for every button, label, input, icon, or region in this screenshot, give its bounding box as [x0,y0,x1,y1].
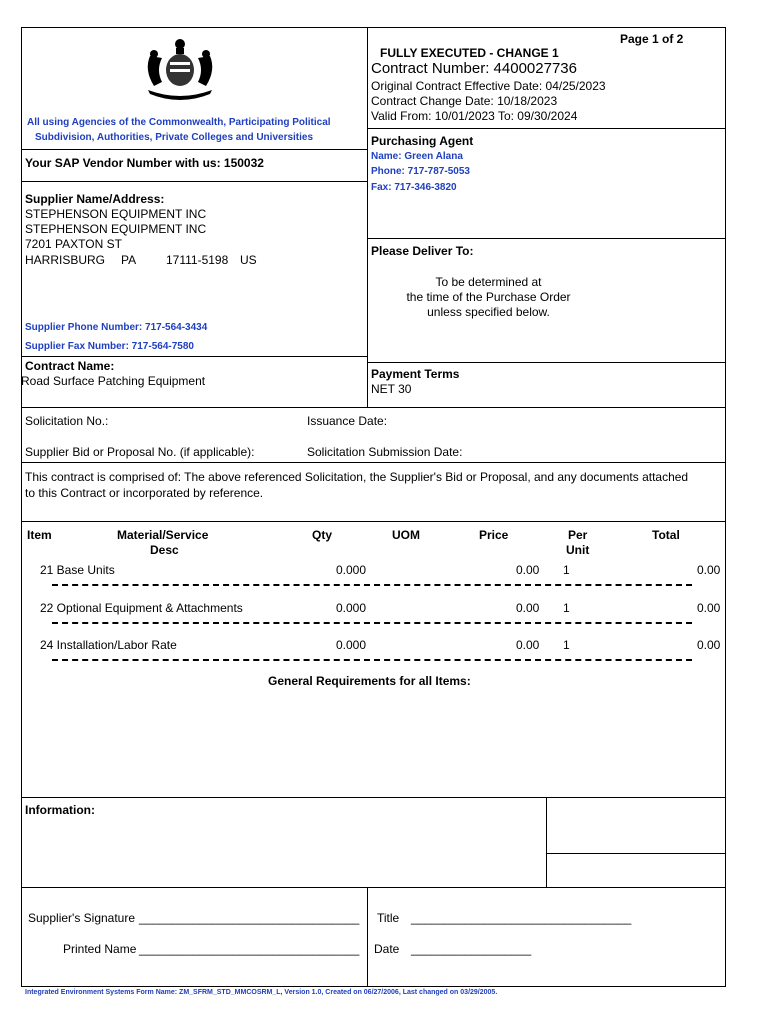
valid-dates: Valid From: 10/01/2023 To: 09/30/2024 [371,109,578,123]
row-3-price: 0.00 [516,638,540,652]
change-date: Contract Change Date: 10/18/2023 [371,94,558,108]
deliver-line-3: unless specified below. [427,305,550,319]
supplier-fax: Supplier Fax Number: 717-564-7580 [25,341,194,352]
supplier-zip: 17111-5198 [166,253,229,267]
frame-bottom [21,986,726,987]
row-3-qty: 0.000 [336,638,367,652]
row-1-price: 0.00 [516,563,540,577]
row-1-qty: 0.000 [336,563,367,577]
title-label: Title [377,911,400,925]
comprised-line-2: to this Contract or incorporated by reference. [25,486,264,500]
supplier-label: Supplier Name/Address: [25,192,165,206]
issuance-date: Issuance Date: [307,414,388,428]
row-2-separator [52,622,692,624]
information-label: Information: [25,803,95,817]
divider-right-2 [367,238,726,239]
header-price: Price [479,528,509,542]
form-footer: Integrated Environment Systems Form Name: ZM_SFRM_STD_MMCOSRM_L, Version 1.0, Created on 06/27/2006, Last changed on 03/29/2005. [25,989,498,996]
contract-name-value: Road Surface Patching Equipment [21,374,206,388]
divider-comprised [21,462,726,463]
page-number: Page 1 of 2 [620,32,684,46]
payment-terms-label: Payment Terms [371,367,460,381]
contract-number: Contract Number: 4400027736 [371,60,577,77]
row-2-desc: 22 Optional Equipment & Attachments [40,601,243,615]
agencies-line-2: Subdivision, Authorities, Private Colleges and Universities [35,132,314,143]
supplier-line-3: 7201 PAXTON ST [25,237,122,251]
divider-signatures [21,887,726,888]
header-per-2: Unit [566,543,590,557]
contract-status: FULLY EXECUTED - CHANGE 1 [380,46,559,60]
deliver-title: Please Deliver To: [371,244,474,258]
row-3-per: 1 [563,638,570,652]
header-uom: UOM [392,528,420,542]
frame-right [725,27,726,987]
row-1-per: 1 [563,563,570,577]
comprised-line-1: This contract is comprised of: The above referenced Solicitation, the Supplier's Bid or Proposal, and any documents attached [25,470,689,484]
row-1-separator [52,584,692,586]
frame-top [21,27,726,28]
info-box-left [546,797,547,887]
agent-name: Name: Green Alana [371,151,463,162]
row-2-per: 1 [563,601,570,615]
divider-left-2 [21,181,367,182]
row-1-total: 0.00 [697,563,721,577]
row-3-total: 0.00 [697,638,721,652]
header-per-1: Per [568,528,588,542]
signature-divider [367,887,368,987]
contract-name-label: Contract Name: [25,359,115,373]
effective-date: Original Contract Effective Date: 04/25/2023 [371,79,606,93]
purchasing-agent-title: Purchasing Agent [371,134,474,148]
supplier-country: US [240,253,257,267]
supplier-line-1: STEPHENSON EQUIPMENT INC [25,207,207,221]
agencies-line-1: All using Agencies of the Commonwealth, Participating Political [27,117,331,128]
header-item: Item [27,528,52,542]
divider-contract-name [21,356,367,357]
submission-date: Solicitation Submission Date: [307,445,463,459]
supplier-city: HARRISBURG [25,253,106,267]
printed-name-line[interactable]: _________________________________ [139,942,360,956]
row-2-price: 0.00 [516,601,540,615]
row-2-qty: 0.000 [336,601,367,615]
date-line[interactable]: __________________ [411,942,532,956]
row-3-desc: 24 Installation/Labor Rate [40,638,177,652]
deliver-line-1: To be determined at [435,275,542,289]
date-label: Date [374,942,400,956]
divider-information [21,797,726,798]
title-line[interactable]: _________________________________ [411,911,632,925]
frame-left [21,27,22,987]
divider-solicitation [21,407,726,408]
row-3-separator [52,659,692,661]
divider-right-1 [367,128,726,129]
divider-vertical-top [367,27,368,407]
solicitation-no: Solicitation No.: [25,414,109,428]
payment-terms-value: NET 30 [371,382,412,396]
divider-table [21,521,726,522]
supplier-signature-line[interactable]: _________________________________ [139,911,360,925]
row-2-total: 0.00 [697,601,721,615]
info-box-mid [546,853,726,854]
bid-proposal-no: Supplier Bid or Proposal No. (if applicable): [25,445,255,459]
vendor-number: Your SAP Vendor Number with us: 150032 [25,156,264,170]
agent-phone: Phone: 717-787-5053 [371,166,470,177]
deliver-line-2: the time of the Purchase Order [406,290,571,304]
supplier-state: PA [121,253,137,267]
header-desc-1: Material/Service [117,528,209,542]
supplier-signature-label: Supplier's Signature [28,911,136,925]
commonwealth-seal-icon [140,36,220,100]
general-requirements: General Requirements for all Items: [268,674,471,688]
supplier-line-2: STEPHENSON EQUIPMENT INC [25,222,207,236]
agent-fax: Fax: 717-346-3820 [371,182,457,193]
divider-left-1 [21,149,367,150]
header-desc-2: Desc [150,543,179,557]
header-total: Total [652,528,680,542]
printed-name-label: Printed Name [63,942,137,956]
row-1-desc: 21 Base Units [40,563,115,577]
divider-payment [367,362,726,363]
supplier-phone: Supplier Phone Number: 717-564-3434 [25,322,208,333]
header-qty: Qty [312,528,333,542]
